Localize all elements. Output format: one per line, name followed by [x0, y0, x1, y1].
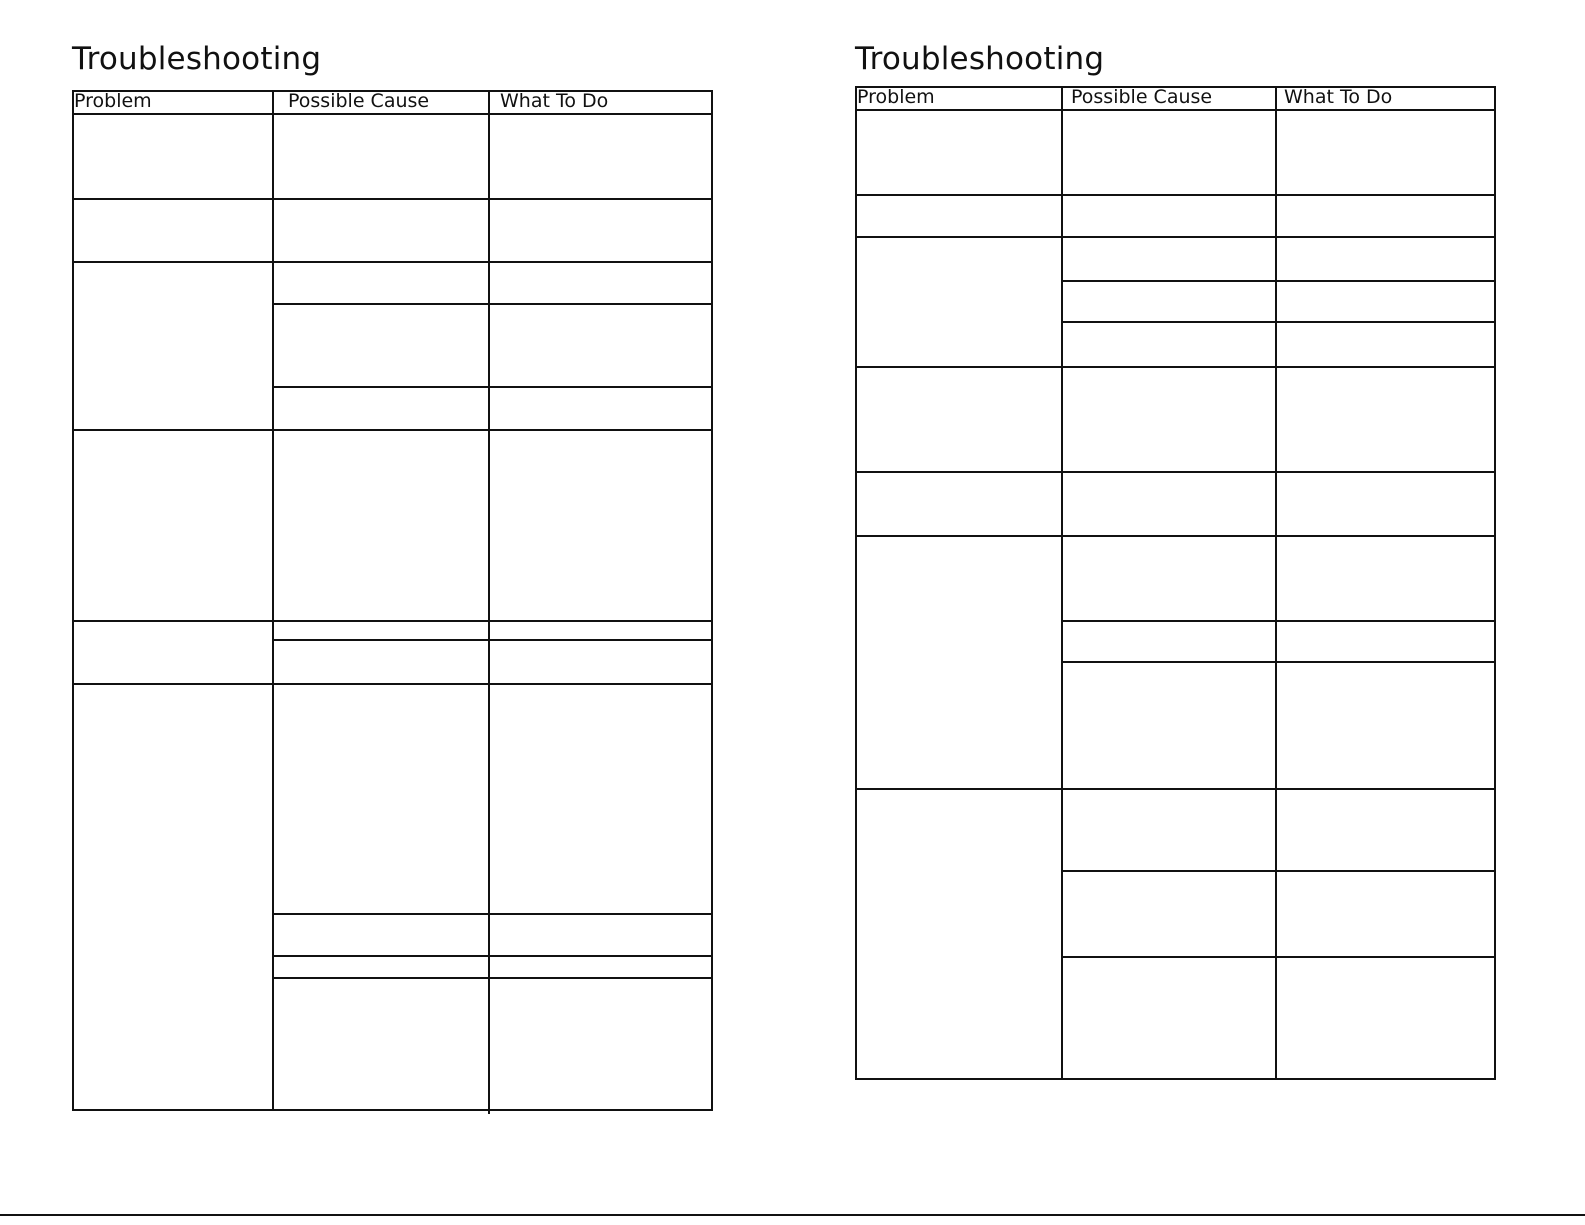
subrow-divider	[272, 913, 713, 915]
subrow-divider	[272, 955, 713, 957]
subrow-divider	[272, 386, 713, 388]
row-divider	[72, 198, 713, 200]
header-rule	[72, 113, 713, 115]
subrow-divider	[1061, 956, 1496, 958]
subrow-divider	[1061, 280, 1496, 282]
column-header-possible-cause: Possible Cause	[288, 90, 430, 112]
subrow-divider	[272, 977, 713, 979]
column-header-problem: Problem	[74, 90, 152, 112]
row-divider	[855, 471, 1496, 473]
column-divider	[272, 90, 274, 1111]
column-header-possible-cause: Possible Cause	[1071, 86, 1213, 108]
row-divider	[855, 236, 1496, 238]
page-title: Troubleshooting	[72, 41, 322, 77]
subrow-divider	[1061, 620, 1496, 622]
row-divider	[72, 261, 713, 263]
row-divider	[855, 788, 1496, 790]
row-divider	[855, 194, 1496, 196]
subrow-divider	[1061, 870, 1496, 872]
troubleshooting-table	[72, 90, 713, 1111]
subrow-divider	[272, 639, 713, 641]
row-divider	[72, 683, 713, 685]
subrow-divider	[1061, 661, 1496, 663]
column-header-what-to-do: What To Do	[1284, 86, 1393, 108]
row-divider	[855, 366, 1496, 368]
row-divider	[855, 535, 1496, 537]
page-title: Troubleshooting	[855, 41, 1105, 77]
header-rule	[855, 109, 1496, 111]
bottom-rule	[0, 1214, 1585, 1216]
row-divider	[72, 429, 713, 431]
column-header-problem: Problem	[857, 86, 935, 108]
subrow-divider	[272, 303, 713, 305]
column-header-what-to-do: What To Do	[500, 90, 609, 112]
row-divider	[72, 620, 713, 622]
subrow-divider	[1061, 321, 1496, 323]
column-divider	[488, 92, 490, 1114]
